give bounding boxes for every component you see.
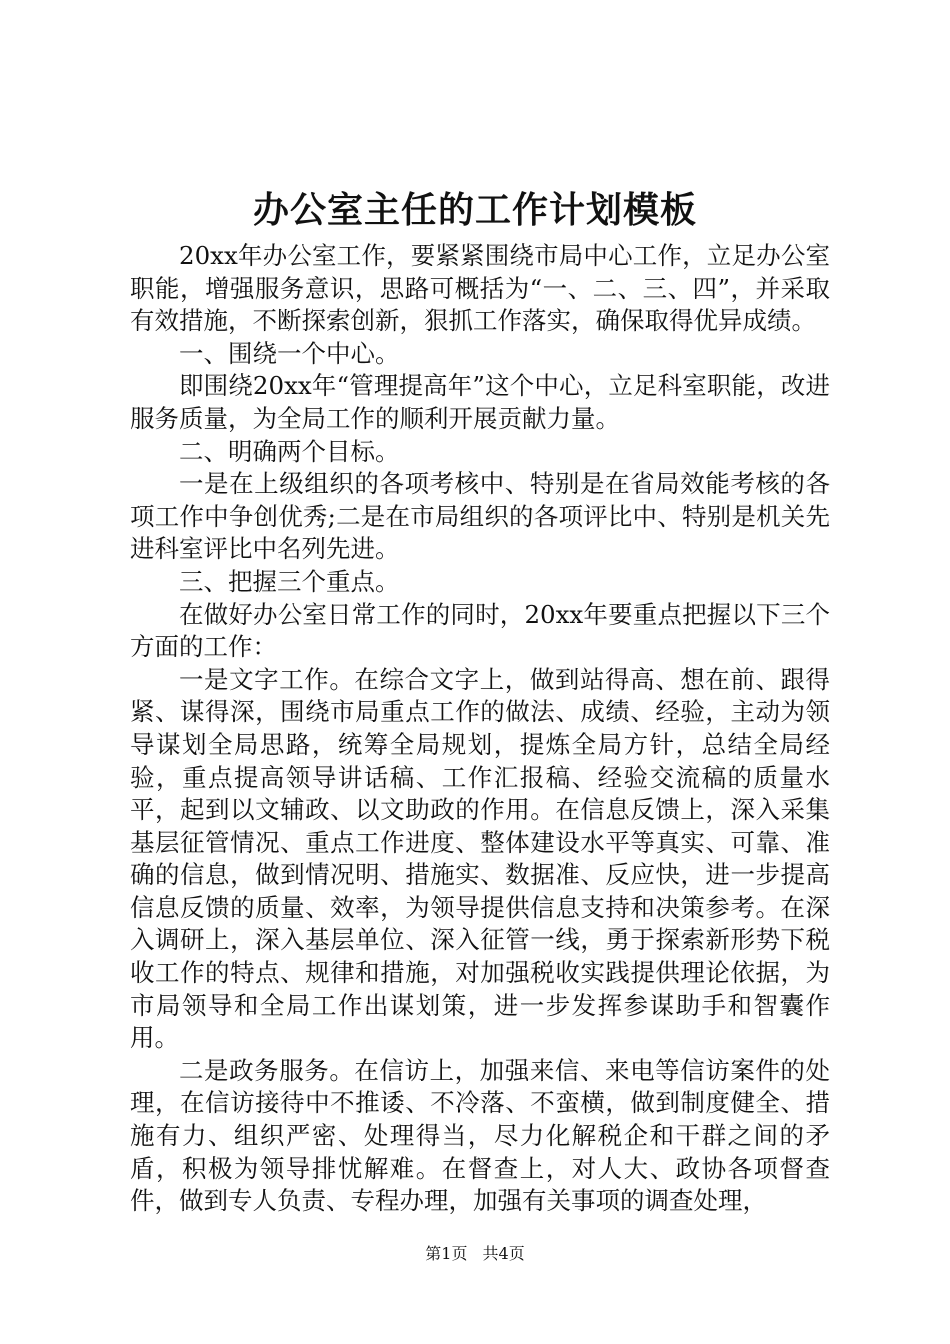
section-heading-2: 二、明确两个目标。 xyxy=(179,436,400,466)
paragraph-government-service: 二是政务服务。在信访上，加强来信、来电等信访案件的处理，在信访接待中不推诿、不冷落、不蛮横，做到制度健全、措施有力、组织严密、处理得当，尽力化解税企和干群之间的矛盾，积极为领导排忧解难。在督查上，对人大、政协各项督查件，做到专人负责、专程办理，加强有关事项的调查处理， xyxy=(130,1055,830,1216)
paragraph-text-work: 一是文字工作。在综合文字上，做到站得高、想在前、跟得紧、谋得深，围绕市局重点工作的做法、成绩、经验，主动为领导谋划全局思路，统筹全局规划，提炼全局方针，总结全局经验，重点提高领导讲话稿、工作汇报稿、经验交流稿的质量水平，起到以文辅政、以文助政的作用。在信息反馈上，深入采集基层征管情况、重点工作进度、整体建设水平等真实、可靠、准确的信息，做到情况明、措施实、数据准、反应快，进一步提高信息反馈的质量、效率，为领导提供信息支持和决策参考。在深入调研上，深入基层单位、深入征管一线，勇于探索新形势下税收工作的特点、规律和措施，对加强税收实践提供理论依据，为市局领导和全局工作出谋划策，进一步发挥参谋助手和智囊作用。 xyxy=(130,664,830,1053)
section-heading-3: 三、把握三个重点。 xyxy=(179,566,400,596)
page-number: 第1页 xyxy=(425,1244,468,1263)
paragraph-2: 一是在上级组织的各项考核中、特别是在省局效能考核的各项工作中争创优秀;二是在市局组织的各项评比中、特别是机关先进科室评比中名列先进。 xyxy=(130,469,830,564)
page-footer xyxy=(0,1243,950,1265)
document-title: 办公室主任的工作计划模板 xyxy=(252,189,697,231)
document-body xyxy=(130,240,830,1218)
paragraph-intro: 20xx年办公室工作，要紧紧围绕市局中心工作，立足办公室职能，增强服务意识，思路可概括为“一、二、三、四”，并采取有效措施，不断探索创新，狠抓工作落实，确保取得优异成绩。 xyxy=(130,241,830,336)
paragraph-1: 即围绕20xx年“管理提高年”这个中心，立足科室职能，改进服务质量，为全局工作的顺利开展贡献力量。 xyxy=(130,371,830,433)
paragraph-3-intro: 在做好办公室日常工作的同时，20xx年要重点把握以下三个方面的工作： xyxy=(130,599,830,662)
page-total: 共4页 xyxy=(482,1244,525,1263)
section-heading-1: 一、围绕一个中心。 xyxy=(179,338,400,368)
